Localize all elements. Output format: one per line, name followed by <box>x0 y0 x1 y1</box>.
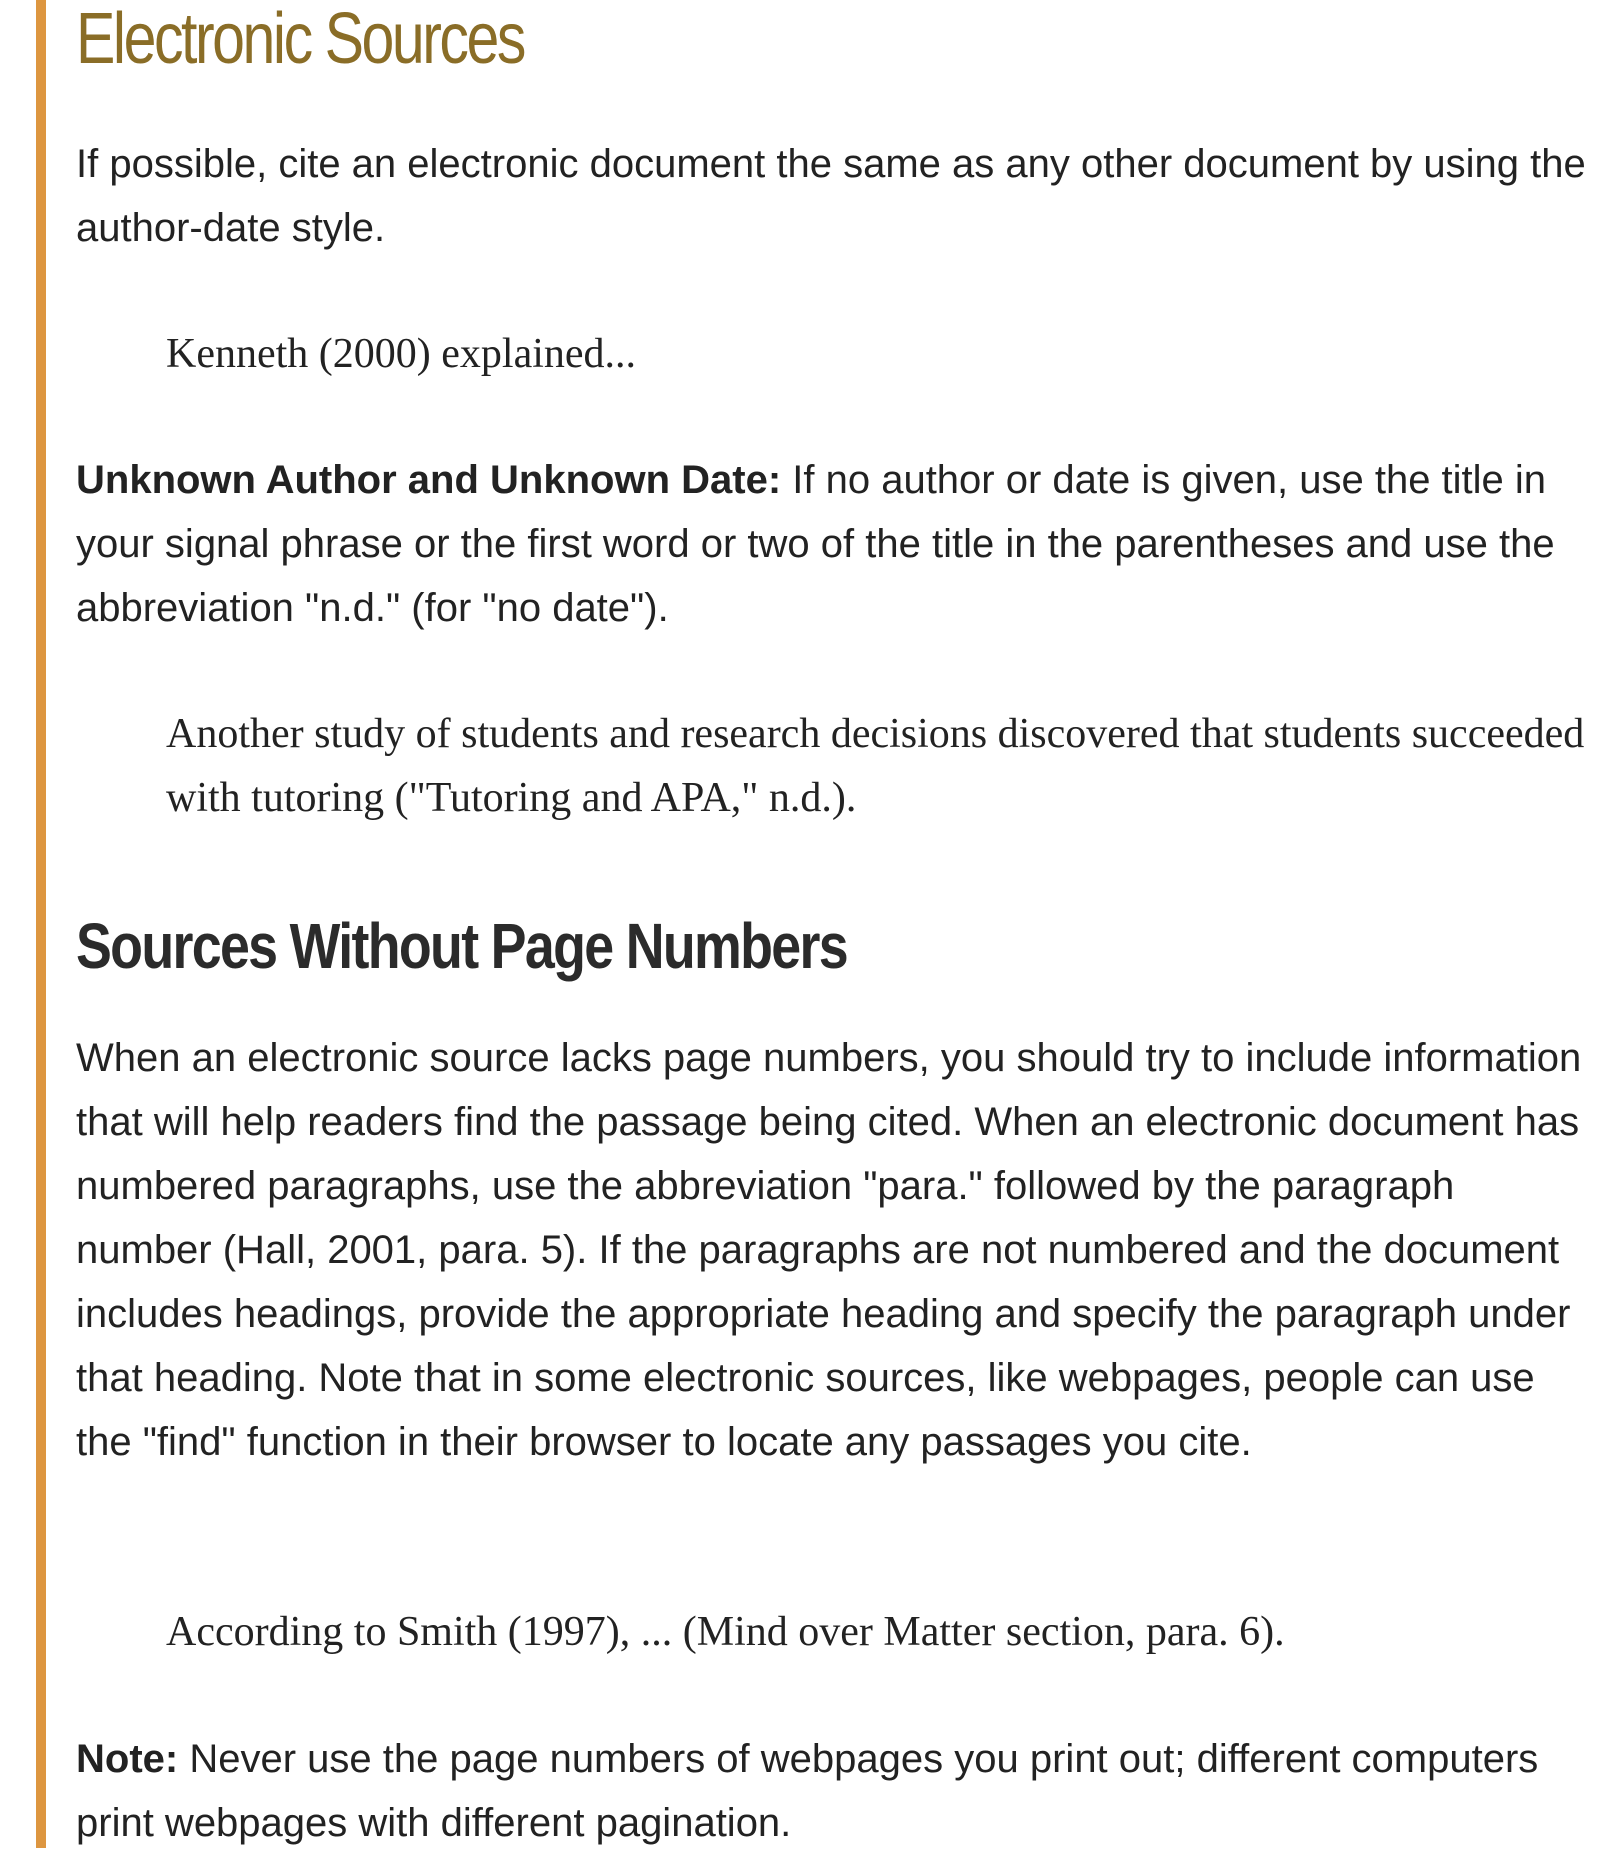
unknown-author-label: Unknown Author and Unknown Date: <box>76 458 782 502</box>
example-smith: According to Smith (1997), ... (Mind over Matter section, para. 6). <box>166 1609 1285 1655</box>
example-kenneth: Kenneth (2000) explained... <box>166 331 637 377</box>
unknown-author-paragraph <box>76 448 1586 640</box>
note-label: Note: <box>76 1737 179 1781</box>
heading-electronic-sources: Electronic Sources <box>76 0 524 79</box>
note-paragraph <box>76 1727 1586 1855</box>
note-text: Never use the page numbers of webpages you print out; different computers print webpages with different pagination. <box>76 1737 1539 1845</box>
heading-sources-without-page-numbers: Sources Without Page Numbers <box>76 910 847 982</box>
intro-paragraph: If possible, cite an electronic document the same as any other document by using the author-date style. <box>76 142 1586 250</box>
left-accent-bar <box>36 0 46 1848</box>
page-numbers-paragraph: When an electronic source lacks page numbers, you should try to include information that will help readers find the passage being cited. When an electronic document has numbered paragraphs, use the abbreviation "para." followed by the paragraph number (Hall, 2001, para. 5). If the paragraphs are not numbered and the document includes headings, provide the appropriate heading and specify the paragraph under that heading. Note that in some electronic sources, like webpages, people can use the "find" function in their browser to locate any passages you cite. <box>76 1036 1582 1464</box>
unknown-author-text: If no author or date is given, use the title in your signal phrase or the first word or two of the title in the parentheses and use the abbreviation "n.d." (for "no date"). <box>76 458 1555 630</box>
example-tutoring: Another study of students and research decisions discovered that students succeeded with tutoring ("Tutoring and APA," n.d.). <box>166 711 1585 821</box>
